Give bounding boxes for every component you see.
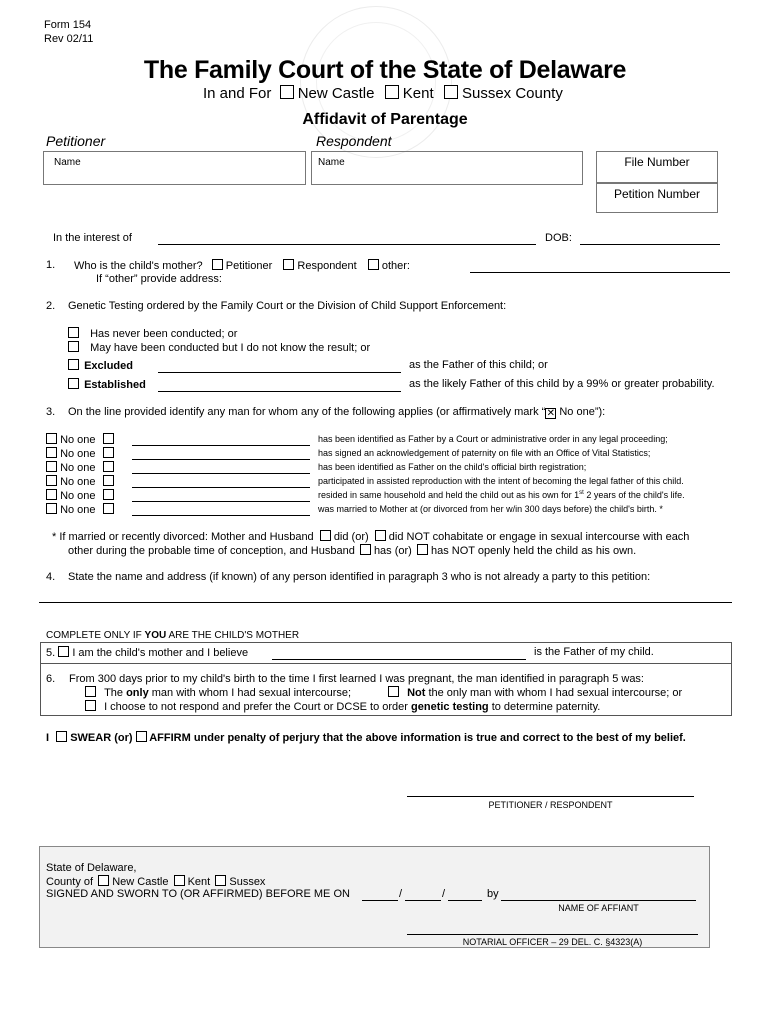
- petition-number-field[interactable]: [596, 183, 718, 213]
- signature-label: PETITIONER / RESPONDENT: [488, 800, 613, 810]
- q3-row-1: [46, 433, 114, 446]
- excluded-checkbox[interactable]: [68, 359, 79, 370]
- notary-county-row: [46, 875, 265, 888]
- notary-date-sep-2: /: [442, 888, 446, 900]
- notary-new-castle-checkbox[interactable]: [98, 875, 109, 886]
- notary-day-line[interactable]: [405, 889, 441, 901]
- notary-sussex-label: Sussex: [229, 876, 266, 888]
- oath-i: I: [46, 732, 50, 744]
- not-only-post: the only man with whom I had sexual intercourse; or: [425, 687, 683, 699]
- sussex-label: Sussex County: [461, 85, 563, 102]
- mother-header-you: YOU: [144, 630, 167, 641]
- form-id: Form 154: [44, 19, 92, 31]
- man-name-line-5[interactable]: [132, 489, 310, 502]
- form-header: [44, 18, 93, 46]
- sussex-checkbox[interactable]: [444, 85, 458, 99]
- q1-question: [74, 259, 410, 272]
- no-one-example-checkbox: [545, 408, 556, 419]
- established-name-line[interactable]: [158, 379, 401, 392]
- notary-new-castle-label: New Castle: [112, 876, 169, 888]
- q3-text: On the line provided identify any man for whom any of the following applies (or affirmatively mark “: [68, 406, 546, 418]
- husband-has-not-checkbox[interactable]: [417, 544, 428, 555]
- no-one-label-3: No one: [60, 462, 96, 474]
- no-one-checkbox-1[interactable]: [46, 433, 57, 444]
- man-name-line-1[interactable]: [132, 433, 310, 446]
- form-revision: Rev 02/11: [44, 33, 94, 45]
- q2-text: Genetic Testing ordered by the Family Court or the Division of Child Support Enforcement:: [68, 300, 507, 312]
- swear-label: SWEAR (or): [70, 732, 133, 744]
- kent-checkbox[interactable]: [385, 85, 399, 99]
- established-tail: as the likely Father of this child by a 99% or greater probability.: [409, 378, 715, 390]
- mother-petitioner-label: Petitioner: [225, 260, 273, 272]
- q6-option-not-only: [388, 686, 682, 699]
- notary-signed-text: SIGNED AND SWORN TO (OR AFFIRMED) BEFORE ME ON: [46, 888, 350, 900]
- notary-sussex-checkbox[interactable]: [215, 875, 226, 886]
- no-one-checkbox-2[interactable]: [46, 447, 57, 458]
- respondent-name-label: Name: [318, 157, 345, 168]
- man-name-line-2[interactable]: [132, 447, 310, 460]
- did-label: did (or): [333, 531, 369, 543]
- q3-item-5: [318, 490, 685, 500]
- no-one-checkbox-5[interactable]: [46, 489, 57, 500]
- notary-kent-label: Kent: [187, 876, 211, 888]
- no-one-label-4: No one: [60, 476, 96, 488]
- notary-officer-line[interactable]: [407, 934, 698, 935]
- q3-text-tail: No one”):: [556, 406, 606, 418]
- q2-excluded-option: [68, 359, 133, 372]
- q2-established-option: [68, 378, 146, 391]
- notary-year-line[interactable]: [448, 889, 482, 901]
- q3-item-6: was married to Mother at (or divorced from her w/in 300 days before) the child's birth. *: [318, 504, 663, 514]
- respondent-label: Respondent: [316, 133, 392, 149]
- did-cohabitate-checkbox[interactable]: [320, 530, 331, 541]
- notary-kent-checkbox[interactable]: [174, 875, 185, 886]
- applies-checkbox-1[interactable]: [103, 433, 114, 444]
- q5-tail: is the Father of my child.: [534, 646, 654, 658]
- applies-checkbox-3[interactable]: [103, 461, 114, 472]
- new-castle-label: New Castle: [297, 85, 375, 102]
- mother-respondent-checkbox[interactable]: [283, 259, 294, 270]
- mother-header-b: ARE THE CHILD'S MOTHER: [166, 630, 300, 641]
- no-one-checkbox-3[interactable]: [46, 461, 57, 472]
- q2-unknown-option: [68, 341, 370, 354]
- q5-text: I am the child's mother and I believe: [72, 647, 249, 659]
- man-name-line-3[interactable]: [132, 461, 310, 474]
- q3-row-5: [46, 489, 114, 502]
- notary-affiant-line[interactable]: [501, 889, 696, 901]
- q3-number: 3.: [46, 406, 56, 418]
- husband-has-label: has (or): [373, 545, 412, 557]
- petitioner-name-label: Name: [54, 157, 81, 168]
- q3-question: [68, 406, 605, 419]
- q5-checkbox[interactable]: [58, 646, 69, 657]
- child-name-line[interactable]: [158, 232, 536, 245]
- swear-checkbox[interactable]: [56, 731, 67, 742]
- q4-number: 4.: [46, 571, 56, 583]
- q2-number: 2.: [46, 300, 56, 312]
- no-response-post: to determine paternity.: [488, 701, 601, 713]
- file-number-label: File Number: [624, 155, 690, 169]
- no-one-label-5: No one: [60, 490, 96, 502]
- unknown-result-checkbox[interactable]: [68, 341, 79, 352]
- excluded-name-line[interactable]: [158, 360, 401, 373]
- notary-by-label: by: [487, 888, 499, 900]
- q3-item-5-tail: 2 years of the child's life.: [583, 490, 685, 500]
- established-label: Established: [84, 379, 146, 391]
- mother-section-header: [46, 630, 299, 641]
- not-only-bold: Not: [407, 687, 426, 699]
- q4-text: State the name and address (if known) of any person identified in paragraph 3 who is not already a party to this petition:: [68, 571, 651, 583]
- dob-label: DOB:: [545, 232, 572, 244]
- q1-text: Who is the child's mother?: [74, 260, 203, 272]
- only-man-post: man with whom I had sexual intercourse;: [148, 687, 352, 699]
- no-one-label-6: No one: [60, 504, 96, 516]
- q1-number: 1.: [46, 259, 56, 271]
- applies-checkbox-5[interactable]: [103, 489, 114, 500]
- excluded-label: Excluded: [84, 360, 133, 372]
- q3-item-5-text: resided in same household and held the child out as his own for 1: [318, 490, 580, 500]
- notary-county-label: County of: [46, 876, 94, 888]
- no-response-checkbox[interactable]: [85, 700, 96, 711]
- married-note-intro: * If married or recently divorced: Mother and Husband: [52, 531, 314, 543]
- q3-item-5-sup: st: [579, 490, 584, 496]
- new-castle-checkbox[interactable]: [280, 85, 294, 99]
- county-selection: [203, 85, 563, 102]
- applies-checkbox-6[interactable]: [103, 503, 114, 514]
- q3-item-4: participated in assisted reproduction with the intent of becoming the legal father of this child.: [318, 476, 684, 486]
- petition-number-label: Petition Number: [613, 187, 701, 201]
- q3-row-2: [46, 447, 114, 460]
- never-conducted-label: Has never been conducted; or: [90, 328, 238, 340]
- q3-row-6: [46, 503, 114, 516]
- interest-label: In the interest of: [53, 232, 132, 244]
- q3-row-3: [46, 461, 114, 474]
- man-name-line-4[interactable]: [132, 475, 310, 488]
- did-not-label: did NOT cohabitate or engage in sexual intercourse with each: [388, 531, 690, 543]
- petitioner-name-field[interactable]: [43, 151, 306, 185]
- q1-address-note: If “other” provide address:: [96, 273, 222, 285]
- q5-number: 5.: [46, 647, 56, 659]
- husband-intro: other during the probable time of conception, and Husband: [68, 545, 355, 557]
- no-response-bold: genetic testing: [411, 701, 489, 713]
- affirm-checkbox[interactable]: [136, 731, 147, 742]
- q5-row: [46, 646, 248, 659]
- q5-father-line[interactable]: [272, 647, 526, 660]
- mother-header-a: COMPLETE ONLY IF: [46, 630, 145, 641]
- did-not-cohabitate-checkbox[interactable]: [375, 530, 386, 541]
- mother-petitioner-checkbox[interactable]: [212, 259, 223, 270]
- no-one-label-1: No one: [60, 434, 96, 446]
- notary-date-sep-1: /: [399, 888, 403, 900]
- not-only-man-checkbox[interactable]: [388, 686, 399, 697]
- q2-never-option: [68, 327, 237, 340]
- q6-option-only: [85, 686, 351, 699]
- applies-checkbox-2[interactable]: [103, 447, 114, 458]
- married-note-line-2: [68, 544, 636, 557]
- q3-item-3: has been identified as Father on the child's official birth registration;: [318, 462, 587, 472]
- signature-line[interactable]: [407, 796, 694, 797]
- notary-state: State of Delaware,: [46, 862, 137, 874]
- applies-checkbox-4[interactable]: [103, 475, 114, 486]
- notary-signed-row: [46, 888, 350, 900]
- no-response-pre: I choose to not respond and prefer the Court or DCSE to order: [104, 701, 412, 713]
- only-man-checkbox[interactable]: [85, 686, 96, 697]
- document-title: Affidavit of Parentage: [302, 111, 468, 128]
- oath-statement: [46, 731, 686, 744]
- no-one-label-2: No one: [60, 448, 96, 460]
- kent-label: Kent: [402, 85, 434, 102]
- q3-item-2: has signed an acknowledgement of paternity on file with an Office of Vital Statistics;: [318, 448, 651, 458]
- file-number-field[interactable]: [596, 151, 718, 183]
- court-title: The Family Court of the State of Delaware: [143, 56, 627, 84]
- only-man-pre: The: [104, 687, 127, 699]
- mother-other-label: other:: [381, 260, 410, 272]
- in-and-for-label: In and For: [203, 85, 272, 102]
- mother-other-checkbox[interactable]: [368, 259, 379, 270]
- mother-other-line[interactable]: [470, 260, 730, 273]
- q6-text: From 300 days prior to my child's birth to the time I first learned I was pregnant, the man identified in paragraph 5 was:: [69, 673, 644, 685]
- no-one-checkbox-6[interactable]: [46, 503, 57, 514]
- only-man-bold: only: [126, 687, 149, 699]
- no-one-checkbox-4[interactable]: [46, 475, 57, 486]
- married-note-line-1: [52, 530, 689, 543]
- q4-answer-line[interactable]: [39, 602, 732, 603]
- mother-respondent-label: Respondent: [297, 260, 357, 272]
- unknown-result-label: May have been conducted but I do not know the result; or: [90, 342, 371, 354]
- q3-item-1: has been identified as Father by a Court or administrative order in any legal proceeding;: [318, 434, 668, 444]
- respondent-name-field[interactable]: [311, 151, 583, 185]
- established-checkbox[interactable]: [68, 378, 79, 389]
- excluded-tail: as the Father of this child; or: [409, 359, 548, 371]
- mother-section-divider: [40, 663, 732, 664]
- q3-row-4: [46, 475, 114, 488]
- notary-affiant-label: NAME OF AFFIANT: [558, 903, 639, 913]
- q6-option-no-response: [85, 700, 600, 713]
- husband-has-checkbox[interactable]: [360, 544, 371, 555]
- man-name-line-6[interactable]: [132, 503, 310, 516]
- dob-line[interactable]: [580, 232, 720, 245]
- petitioner-label: Petitioner: [46, 133, 106, 149]
- q6-number: 6.: [46, 673, 56, 685]
- never-conducted-checkbox[interactable]: [68, 327, 79, 338]
- notary-officer-label: NOTARIAL OFFICER – 29 DEL. C. §4323(A): [462, 937, 643, 947]
- affirm-label: AFFIRM under penalty of perjury that the above information is true and correct to the best of my belief.: [149, 732, 686, 744]
- husband-has-not-label: has NOT openly held the child as his own.: [430, 545, 637, 557]
- notary-month-line[interactable]: [362, 889, 398, 901]
